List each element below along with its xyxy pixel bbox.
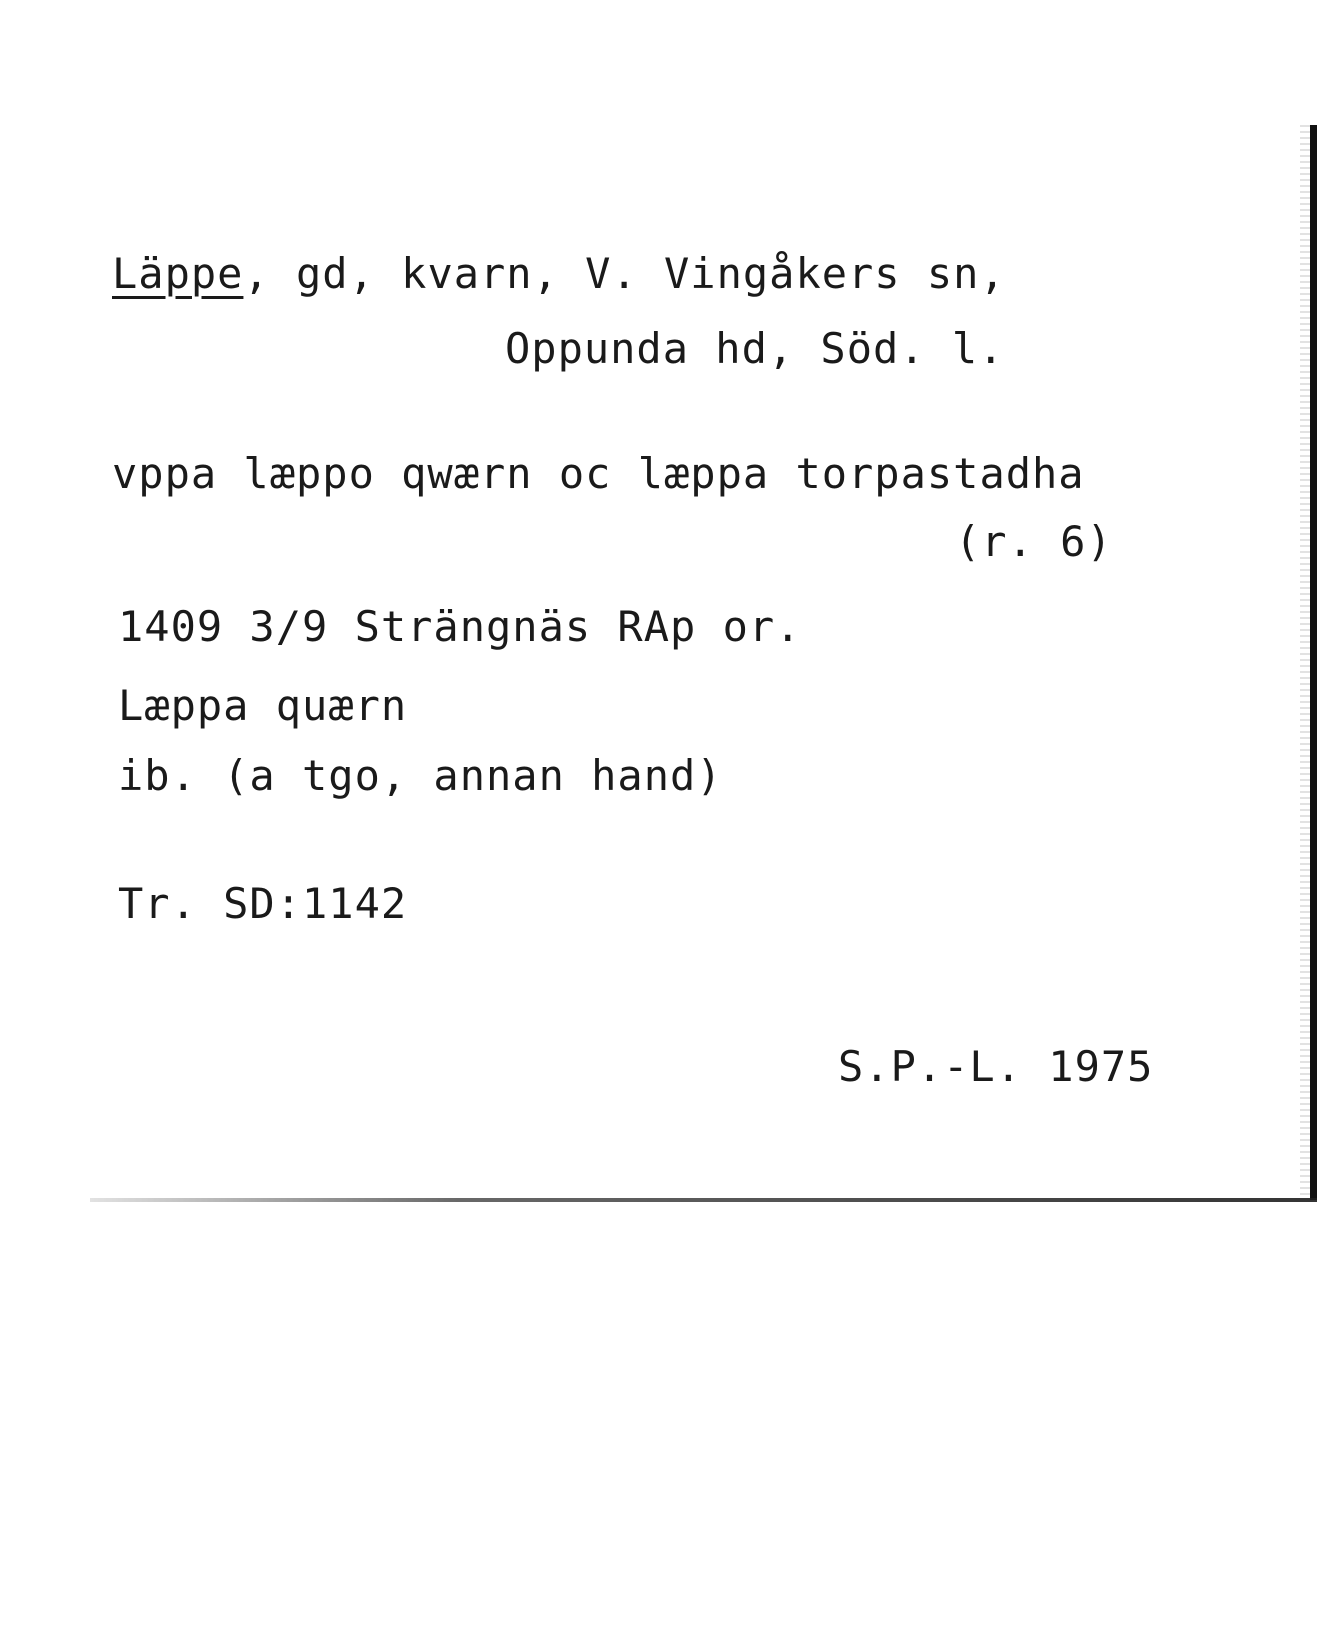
reference-line: Tr. SD:1142 (118, 879, 408, 928)
header-line-2: Oppunda hd, Söd. l. (505, 324, 1005, 373)
quote-line-2: (r. 6) (955, 517, 1113, 566)
ib-line: ib. (a tgo, annan hand) (118, 751, 723, 800)
header-rest: , gd, kvarn, V. Vingåkers sn, (243, 249, 1006, 298)
card-bottom-edge (90, 1198, 1317, 1202)
card-right-edge-shadow (1300, 125, 1310, 1200)
signature: S.P.-L. 1975 (838, 1042, 1154, 1091)
source-line: 1409 3/9 Strängnäs RAp or. (118, 602, 802, 651)
form-line: Læppa quærn (118, 681, 408, 730)
headword: Läppe (112, 249, 244, 298)
header-line-1 (112, 250, 1006, 298)
quote-line-1: vppa læppo qwærn oc læppa torpastadha (112, 449, 1085, 498)
card-right-edge (1310, 125, 1317, 1200)
